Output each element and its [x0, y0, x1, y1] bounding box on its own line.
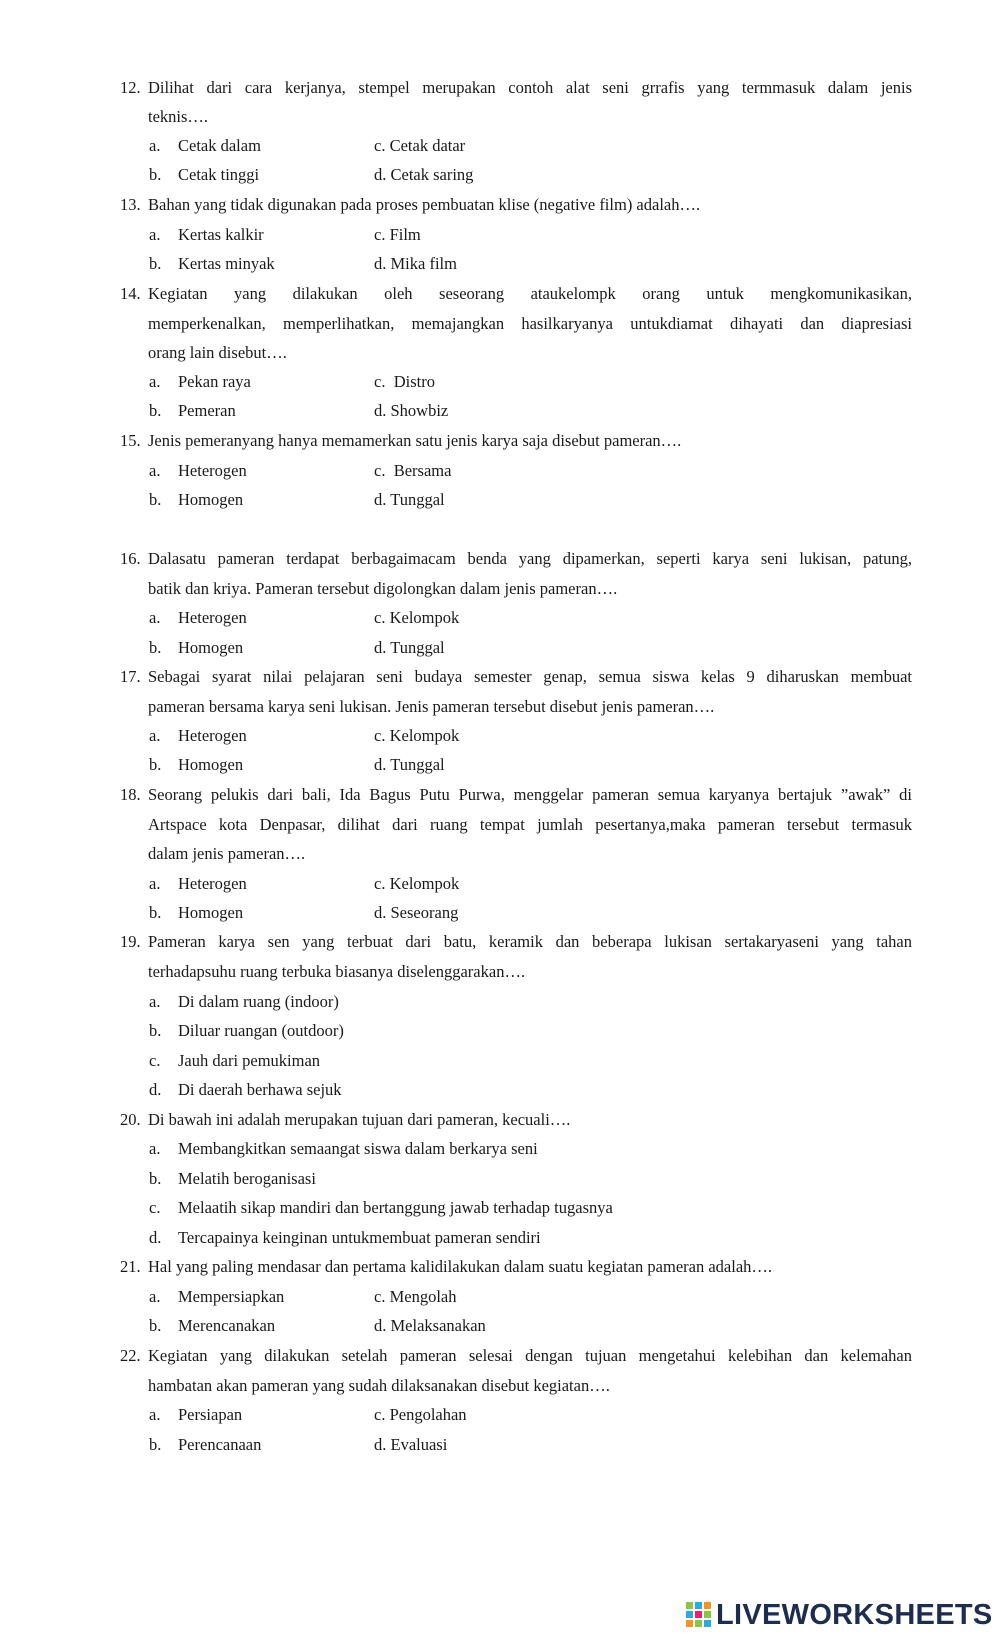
- option-text: d. Cetak saring: [374, 165, 474, 184]
- option-text: Pekan raya: [178, 372, 251, 391]
- option-text: c. Kelompok: [374, 608, 460, 627]
- option-text: d. Melaksanakan: [374, 1316, 486, 1335]
- option-text: d. Tunggal: [374, 638, 445, 657]
- option-text: Homogen: [178, 638, 244, 657]
- option-text: Perencanaan: [178, 1435, 262, 1454]
- option-letter: b.: [149, 401, 162, 420]
- option-text: Melaatih sikap mandiri dan bertanggung jawab terhadap tugasnya: [178, 1198, 613, 1217]
- question-text: Seorang pelukis dari bali, Ida Bagus Putu Purwa, menggelar pameran semua karyanya bertajuk ”awak” di: [148, 785, 912, 804]
- option-text: Kertas minyak: [178, 254, 275, 273]
- option-letter: b.: [149, 1021, 162, 1040]
- option-text: c. Film: [374, 225, 421, 244]
- option-letter: c.: [149, 1198, 161, 1217]
- question-number: 14.: [120, 284, 141, 303]
- question-number: 20.: [120, 1110, 141, 1129]
- option-text: Kertas kalkir: [178, 225, 264, 244]
- option-text: Tercapainya keinginan untukmembuat pameran sendiri: [178, 1228, 541, 1247]
- option-text: Diluar ruangan (outdoor): [178, 1021, 344, 1040]
- option-letter: b.: [149, 755, 162, 774]
- option-letter: a.: [149, 1405, 161, 1424]
- question-text: Kegiatan yang dilakukan setelah pameran selesai dengan tujuan mengetahui kelebihan dan kelemahan: [148, 1346, 912, 1365]
- option-text: Merencanakan: [178, 1316, 276, 1335]
- option-letter: b.: [149, 1316, 162, 1335]
- option-letter: b.: [149, 638, 162, 657]
- option-letter: b.: [149, 165, 162, 184]
- question-text: Pameran karya sen yang terbuat dari batu, keramik dan beberapa lukisan sertakaryaseni yang tahan: [148, 932, 912, 951]
- question-text: Kegiatan yang dilakukan oleh seseorang ataukelompk orang untuk mengkomunikasikan,: [148, 284, 912, 303]
- option-text: Membangkitkan semaangat siswa dalam berkarya seni: [178, 1139, 538, 1158]
- option-text: c. Pengolahan: [374, 1405, 467, 1424]
- question-text: Dilihat dari cara kerjanya, stempel merupakan contoh alat seni grrafis yang termmasuk dalam jenis: [148, 78, 912, 97]
- option-text: Melatih beroganisasi: [178, 1169, 316, 1188]
- option-letter: a.: [149, 992, 161, 1011]
- option-text: Heterogen: [178, 874, 247, 893]
- option-text: Homogen: [178, 490, 244, 509]
- question-text: terhadapsuhu ruang terbuka biasanya diselenggarakan….: [148, 962, 526, 981]
- question-text: Hal yang paling mendasar dan pertama kalidilakukan dalam suatu kegiatan pameran adalah….: [148, 1257, 773, 1276]
- option-text: d. Mika film: [374, 254, 457, 273]
- question-text: memperkenalkan, memperlihatkan, memajangkan hasilkaryanya untukdiamat dihayati dan diapresiasi: [148, 314, 912, 333]
- option-letter: a.: [149, 608, 161, 627]
- option-letter: a.: [149, 461, 161, 480]
- option-text: Di dalam ruang (indoor): [178, 992, 339, 1011]
- question-text: Sebagai syarat nilai pelajaran seni budaya semester genap, semua siswa kelas 9 diharuskan membuat: [148, 667, 912, 686]
- option-letter: a.: [149, 1139, 161, 1158]
- option-text: c. Distro: [374, 372, 435, 391]
- option-letter: b.: [149, 1169, 162, 1188]
- option-text: d. Seseorang: [374, 903, 459, 922]
- logo-text: LIVEWORKSHEETS: [716, 1599, 993, 1631]
- question-number: 16.: [120, 549, 141, 568]
- question-text: Bahan yang tidak digunakan pada proses pembuatan klise (negative film) adalah….: [148, 195, 701, 214]
- question-number: 21.: [120, 1257, 141, 1276]
- option-letter: a.: [149, 372, 161, 391]
- question-text: batik dan kriya. Pameran tersebut digolongkan dalam jenis pameran….: [148, 579, 618, 598]
- option-letter: a.: [149, 225, 161, 244]
- option-text: Heterogen: [178, 726, 247, 745]
- option-text: Di daerah berhawa sejuk: [178, 1080, 342, 1099]
- option-letter: d.: [149, 1080, 162, 1099]
- liveworksheets-grid-icon: [686, 1602, 712, 1628]
- option-text: c. Bersama: [374, 461, 452, 480]
- question-text: Di bawah ini adalah merupakan tujuan dari pameran, kecuali….: [148, 1110, 571, 1129]
- question-number: 13.: [120, 195, 141, 214]
- option-letter: b.: [149, 903, 162, 922]
- option-text: Heterogen: [178, 608, 247, 627]
- option-text: Pemeran: [178, 401, 236, 420]
- question-text: pameran bersama karya seni lukisan. Jenis pameran tersebut disebut jenis pameran….: [148, 697, 715, 716]
- option-text: d. Showbiz: [374, 401, 449, 420]
- option-text: Cetak tinggi: [178, 165, 260, 184]
- question-text: teknis….: [148, 107, 209, 126]
- option-text: Homogen: [178, 903, 244, 922]
- option-text: c. Kelompok: [374, 726, 460, 745]
- question-number: 15.: [120, 431, 141, 450]
- option-text: Heterogen: [178, 461, 247, 480]
- liveworksheets-logo[interactable]: [686, 1598, 993, 1632]
- option-letter: d.: [149, 1228, 162, 1247]
- question-text: Artspace kota Denpasar, dilihat dari ruang tempat jumlah pesertanya,maka pameran tersebut termasuk: [148, 815, 912, 834]
- question-text: Dalasatu pameran terdapat berbagaimacam benda yang dipamerkan, seperti karya seni lukisan, patung,: [148, 549, 912, 568]
- question-number: 18.: [120, 785, 141, 804]
- question-text: orang lain disebut….: [148, 343, 287, 362]
- question-number: 17.: [120, 667, 141, 686]
- question-number: 19.: [120, 932, 141, 951]
- option-letter: b.: [149, 490, 162, 509]
- option-text: d. Evaluasi: [374, 1435, 448, 1454]
- option-text: c. Cetak datar: [374, 136, 466, 155]
- option-text: Cetak dalam: [178, 136, 261, 155]
- option-text: c. Kelompok: [374, 874, 460, 893]
- option-letter: b.: [149, 1435, 162, 1454]
- question-text: hambatan akan pameran yang sudah dilaksanakan disebut kegiatan….: [148, 1376, 610, 1395]
- question-number: 22.: [120, 1346, 141, 1365]
- option-letter: a.: [149, 874, 161, 893]
- option-letter: a.: [149, 726, 161, 745]
- option-text: Jauh dari pemukiman: [178, 1051, 321, 1070]
- question-text: Jenis pemeranyang hanya memamerkan satu jenis karya saja disebut pameran….: [148, 431, 682, 450]
- option-letter: a.: [149, 136, 161, 155]
- option-text: d. Tunggal: [374, 755, 445, 774]
- option-letter: b.: [149, 254, 162, 273]
- option-text: Persiapan: [178, 1405, 243, 1424]
- option-text: d. Tunggal: [374, 490, 445, 509]
- option-letter: c.: [149, 1051, 161, 1070]
- option-text: Mempersiapkan: [178, 1287, 285, 1306]
- option-letter: a.: [149, 1287, 161, 1306]
- question-text: dalam jenis pameran….: [148, 844, 306, 863]
- question-number: 12.: [120, 78, 141, 97]
- option-text: c. Mengolah: [374, 1287, 457, 1306]
- option-text: Homogen: [178, 755, 244, 774]
